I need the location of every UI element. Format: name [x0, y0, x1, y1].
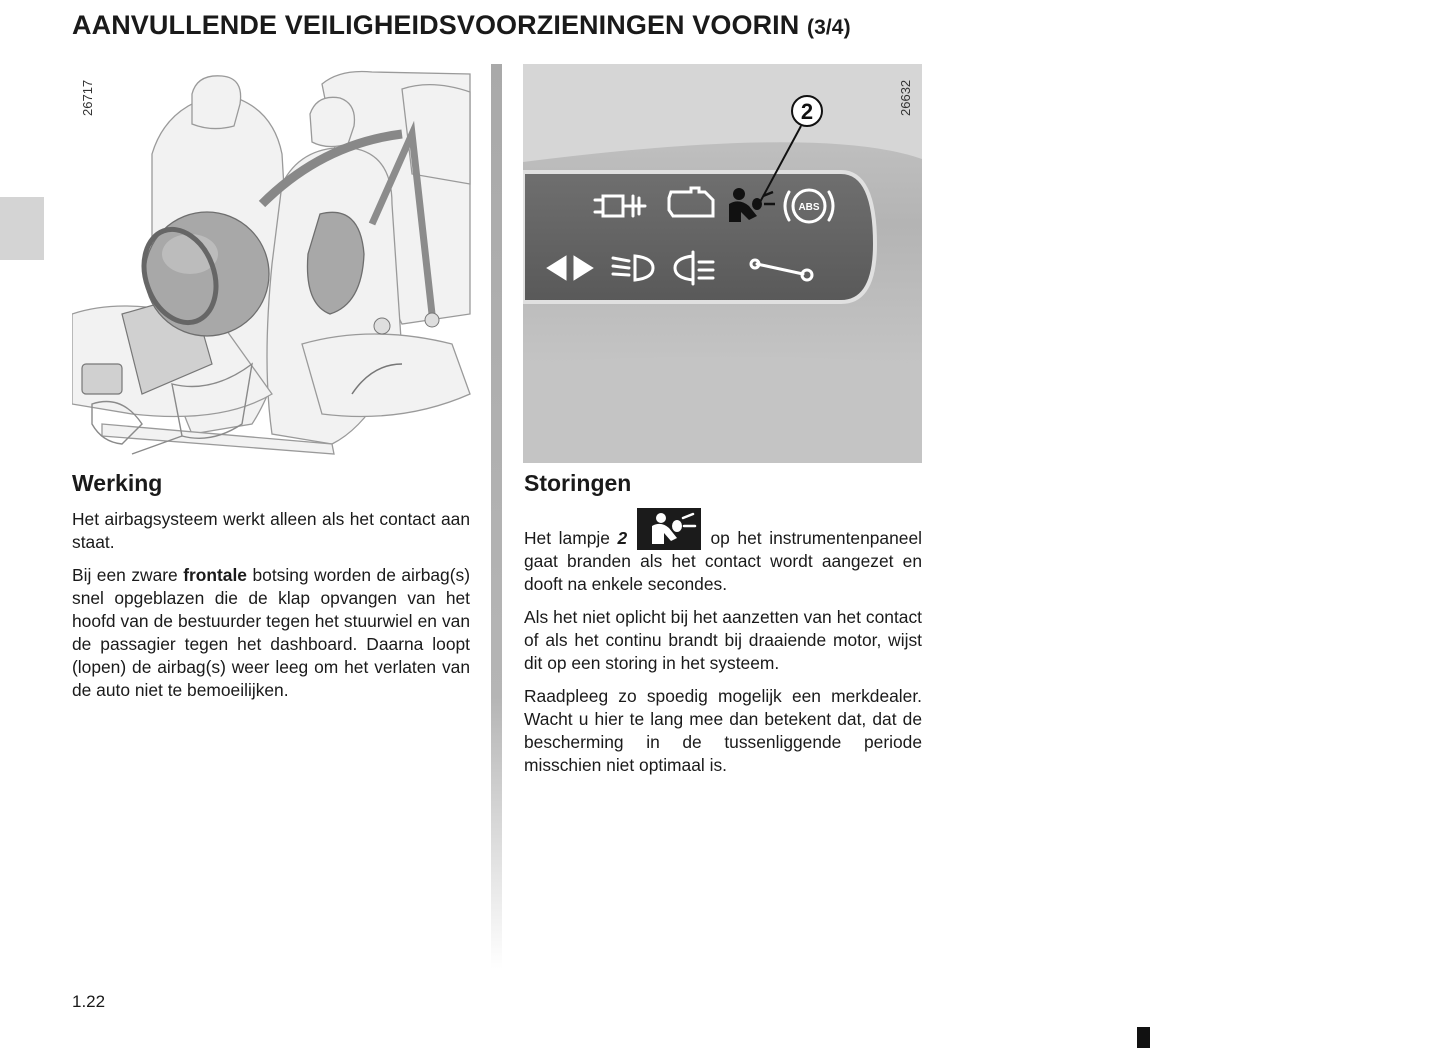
column-divider: [491, 64, 502, 969]
instrument-panel-illustration: [523, 64, 922, 463]
callout-number: 2: [800, 99, 814, 124]
section-heading-storingen: Storingen: [524, 470, 632, 496]
werking-body: [72, 508, 470, 712]
storingen-paragraph-2: Als het niet oplicht bij het aanzetten van het contact of als het continu brandt bij draaiende motor, wijst dit op een storing in het systeem.: [524, 607, 922, 673]
page-title-part: (3/4): [806, 16, 851, 39]
airbag-warning-lamp-icon: [637, 508, 701, 550]
airbag-illustration: [72, 64, 471, 463]
werking-paragraph-2: Bij een zware frontale botsing worden de airbag(s) snel opgeblazen die de klap opvangen van het hoofd van de bestuurder tegen het stuurwiel en van de passagier tegen het dashboard. Daarna loopt (lopen) de airbag(s) weer leeg om het verlaten van de auto niet te bemoeilijken.: [72, 565, 471, 700]
figure-number: 26632: [898, 79, 913, 116]
storingen-paragraph-1: Het lampje 2 op het instrumentenpaneel gaat branden als het contact wordt aangezet en dooft na enkele secondes.: [524, 508, 922, 596]
airbag-deployment-icon: [72, 64, 471, 463]
warning-lights-panel: [523, 64, 922, 463]
abs-label: ABS: [798, 202, 820, 213]
section-heading-werking: Werking: [72, 470, 163, 496]
figure-number: 26717: [80, 79, 95, 116]
page-marker: [1137, 1027, 1150, 1048]
section-tab: [0, 197, 44, 260]
werking-paragraph-1: Het airbagsysteem werkt alleen als het contact aan staat.: [72, 509, 470, 552]
storingen-paragraph-3: Raadpleeg zo spoedig mogelijk een merkdealer. Wacht u hier te lang mee dan betekent dat, dat de bescherming in de tussenliggende periode misschien niet optimaal is.: [524, 686, 922, 775]
page-number: 1.22: [72, 992, 106, 1011]
lamp-reference: 2: [617, 528, 628, 548]
storingen-body: [524, 508, 922, 787]
page-title: AANVULLENDE VEILIGHEIDSVOORZIENINGEN VOORIN (3/4): [72, 10, 851, 40]
